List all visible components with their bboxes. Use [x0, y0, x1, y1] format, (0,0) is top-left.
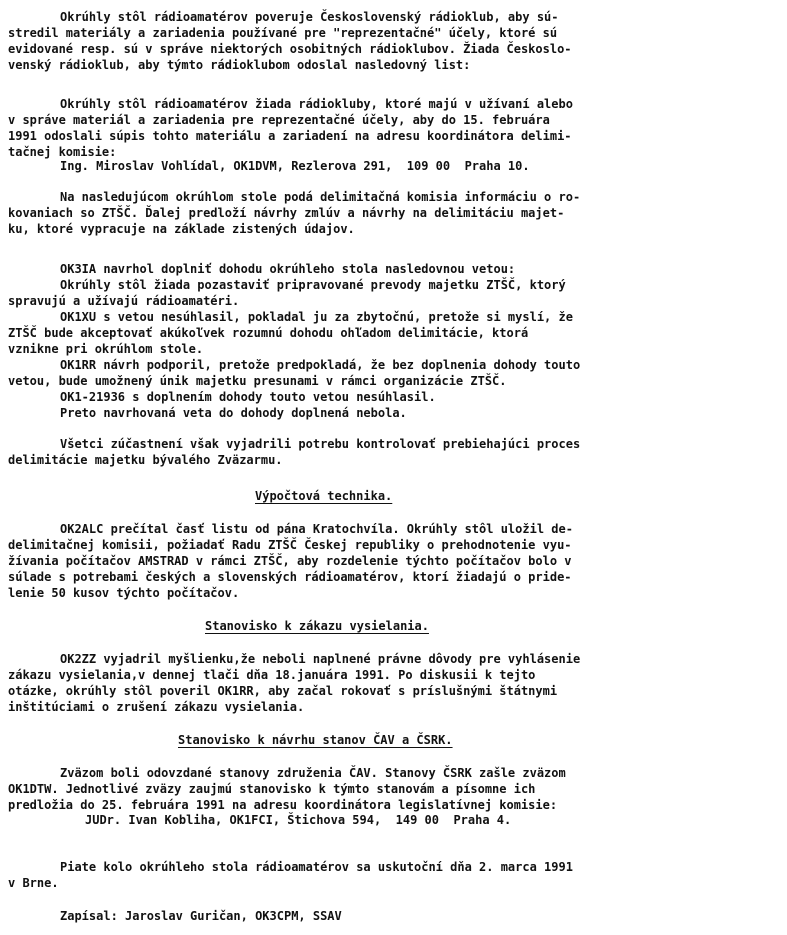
amendment-line: OK1-21936 s doplnením dohody touto vetou nesúhlasil.: [60, 390, 436, 404]
computers-line: žívania počítačov AMSTRAD v rámci ZTŠČ, aby rozdelenie týchto počítačov bolo v: [8, 554, 572, 568]
amendment-line: OK1XU s vetou nesúhlasil, pokladal ju za zbytočnú, pretože si myslí, že: [60, 310, 573, 324]
letter-line: tačnej komisie:: [8, 145, 117, 159]
closing-line: v Brne.: [8, 876, 59, 890]
computers-line: súlade s potrebami českých a slovenských rádioamatérov, ktorí žiadajú o pride-: [8, 570, 572, 584]
amendment-line: vetou, bude umožnený únik majetku presunami v rámci organizácie ZTŠČ.: [8, 374, 507, 388]
letter-address: Ing. Miroslav Vohlídal, OK1DVM, Rezlerova 291, 109 00 Praha 10.: [60, 159, 530, 173]
amendment-line: Preto navrhovaná veta do dohody doplnená nebola.: [60, 406, 407, 420]
amendment-line: OK1RR návrh podporil, pretože predpokladá, že bez doplnenia dohody touto: [60, 358, 581, 372]
section-heading-statutes: Stanovisko k návrhu stanov ČAV a ČSRK.: [178, 733, 453, 747]
letter-line: 1991 odoslali súpis tohto materiálu a zariadení na adresu koordinátora delimi-: [8, 129, 572, 143]
computers-line: OK2ALC prečítal časť listu od pána Kratochvíla. Okrúhly stôl uložil de-: [60, 522, 573, 536]
amendment-line: Okrúhly stôl žiada pozastaviť pripravované prevody majetku ZTŠČ, ktorý: [60, 278, 566, 292]
next-meeting-line: Na nasledujúcom okrúhlom stole podá delimitačná komisia informáciu o ro-: [60, 190, 581, 204]
section-heading-computers: Výpočtová technika.: [255, 489, 393, 503]
ban-line: inštitúciami o zrušení zákazu vysielania.: [8, 700, 305, 714]
intro-line: Okrúhly stôl rádioamatérov poveruje Československý rádioklub, aby sú-: [60, 10, 559, 24]
ban-line: otázke, okrúhly stôl poveril OK1RR, aby začal rokovať s príslušnými štátnymi: [8, 684, 558, 698]
amendment-line: vznikne pri okrúhlom stole.: [8, 342, 204, 356]
statutes-line: OK1DTW. Jednotlivé zväzy zaujmú stanovisko k týmto stanovám a písomne ich: [8, 782, 536, 796]
intro-line: venský rádioklub, aby týmto rádioklubom odoslal nasledovný list:: [8, 58, 471, 72]
computers-line: delimitačnej komisii, požiadať Radu ZTŠČ Českej republiky o prehodnotenie vyu-: [8, 538, 572, 552]
ban-line: OK2ZZ vyjadril myšlienku,že neboli naplnené právne dôvody pre vyhlásenie: [60, 652, 581, 666]
statutes-line: predložia do 25. februára 1991 na adresu koordinátora legislatívnej komisie:: [8, 798, 558, 812]
statutes-address: JUDr. Ivan Kobliha, OK1FCI, Štichova 594, 149 00 Praha 4.: [85, 813, 512, 827]
amendment-line: spravujú a užívajú rádioamatéri.: [8, 294, 240, 308]
control-line: Všetci zúčastnení však vyjadrili potrebu kontrolovať prebiehajúci proces: [60, 437, 581, 451]
section-heading-ban: Stanovisko k zákazu vysielania.: [205, 619, 429, 633]
intro-line: evidované resp. sú v správe niektorých osobitných rádioklubov. Žiada Českoslo-: [8, 42, 572, 56]
ban-line: zákazu vysielania,v dennej tlači dňa 18.januára 1991. Po diskusii k tejto: [8, 668, 536, 682]
closing-line: Piate kolo okrúhleho stola rádioamatérov sa uskutoční dňa 2. marca 1991: [60, 860, 573, 874]
intro-line: stredil materiály a zariadenia používané pre "reprezentačné" účely, ktoré sú: [8, 26, 558, 40]
statutes-line: Zväzom boli odovzdané stanovy združenia ČAV. Stanovy ČSRK zašle zväzom: [60, 766, 566, 780]
recorder-signature: Zapísal: Jaroslav Guričan, OK3CPM, SSAV: [60, 909, 342, 923]
next-meeting-line: ku, ktoré vypracuje na základe zistených údajov.: [8, 222, 355, 236]
control-line: delimitácie majetku bývalého Zväzarmu.: [8, 453, 283, 467]
letter-line: Okrúhly stôl rádioamatérov žiada rádiokluby, ktoré majú v užívaní alebo: [60, 97, 573, 111]
letter-line: v správe materiál a zariadenia pre reprezentačné účely, aby do 15. februára: [8, 113, 550, 127]
amendment-line: ZTŠČ bude akceptovať akúkoľvek rozumnú dohodu ohľadom delimitácie, ktorá: [8, 326, 529, 340]
amendment-line: OK3IA navrhol doplniť dohodu okrúhleho stola nasledovnou vetou:: [60, 262, 516, 276]
next-meeting-line: kovaniach so ZTŠČ. Ďalej predloží návrhy zmlúv a návrhy na delimitáciu majet-: [8, 206, 565, 220]
computers-line: lenie 50 kusov týchto počítačov.: [8, 586, 240, 600]
